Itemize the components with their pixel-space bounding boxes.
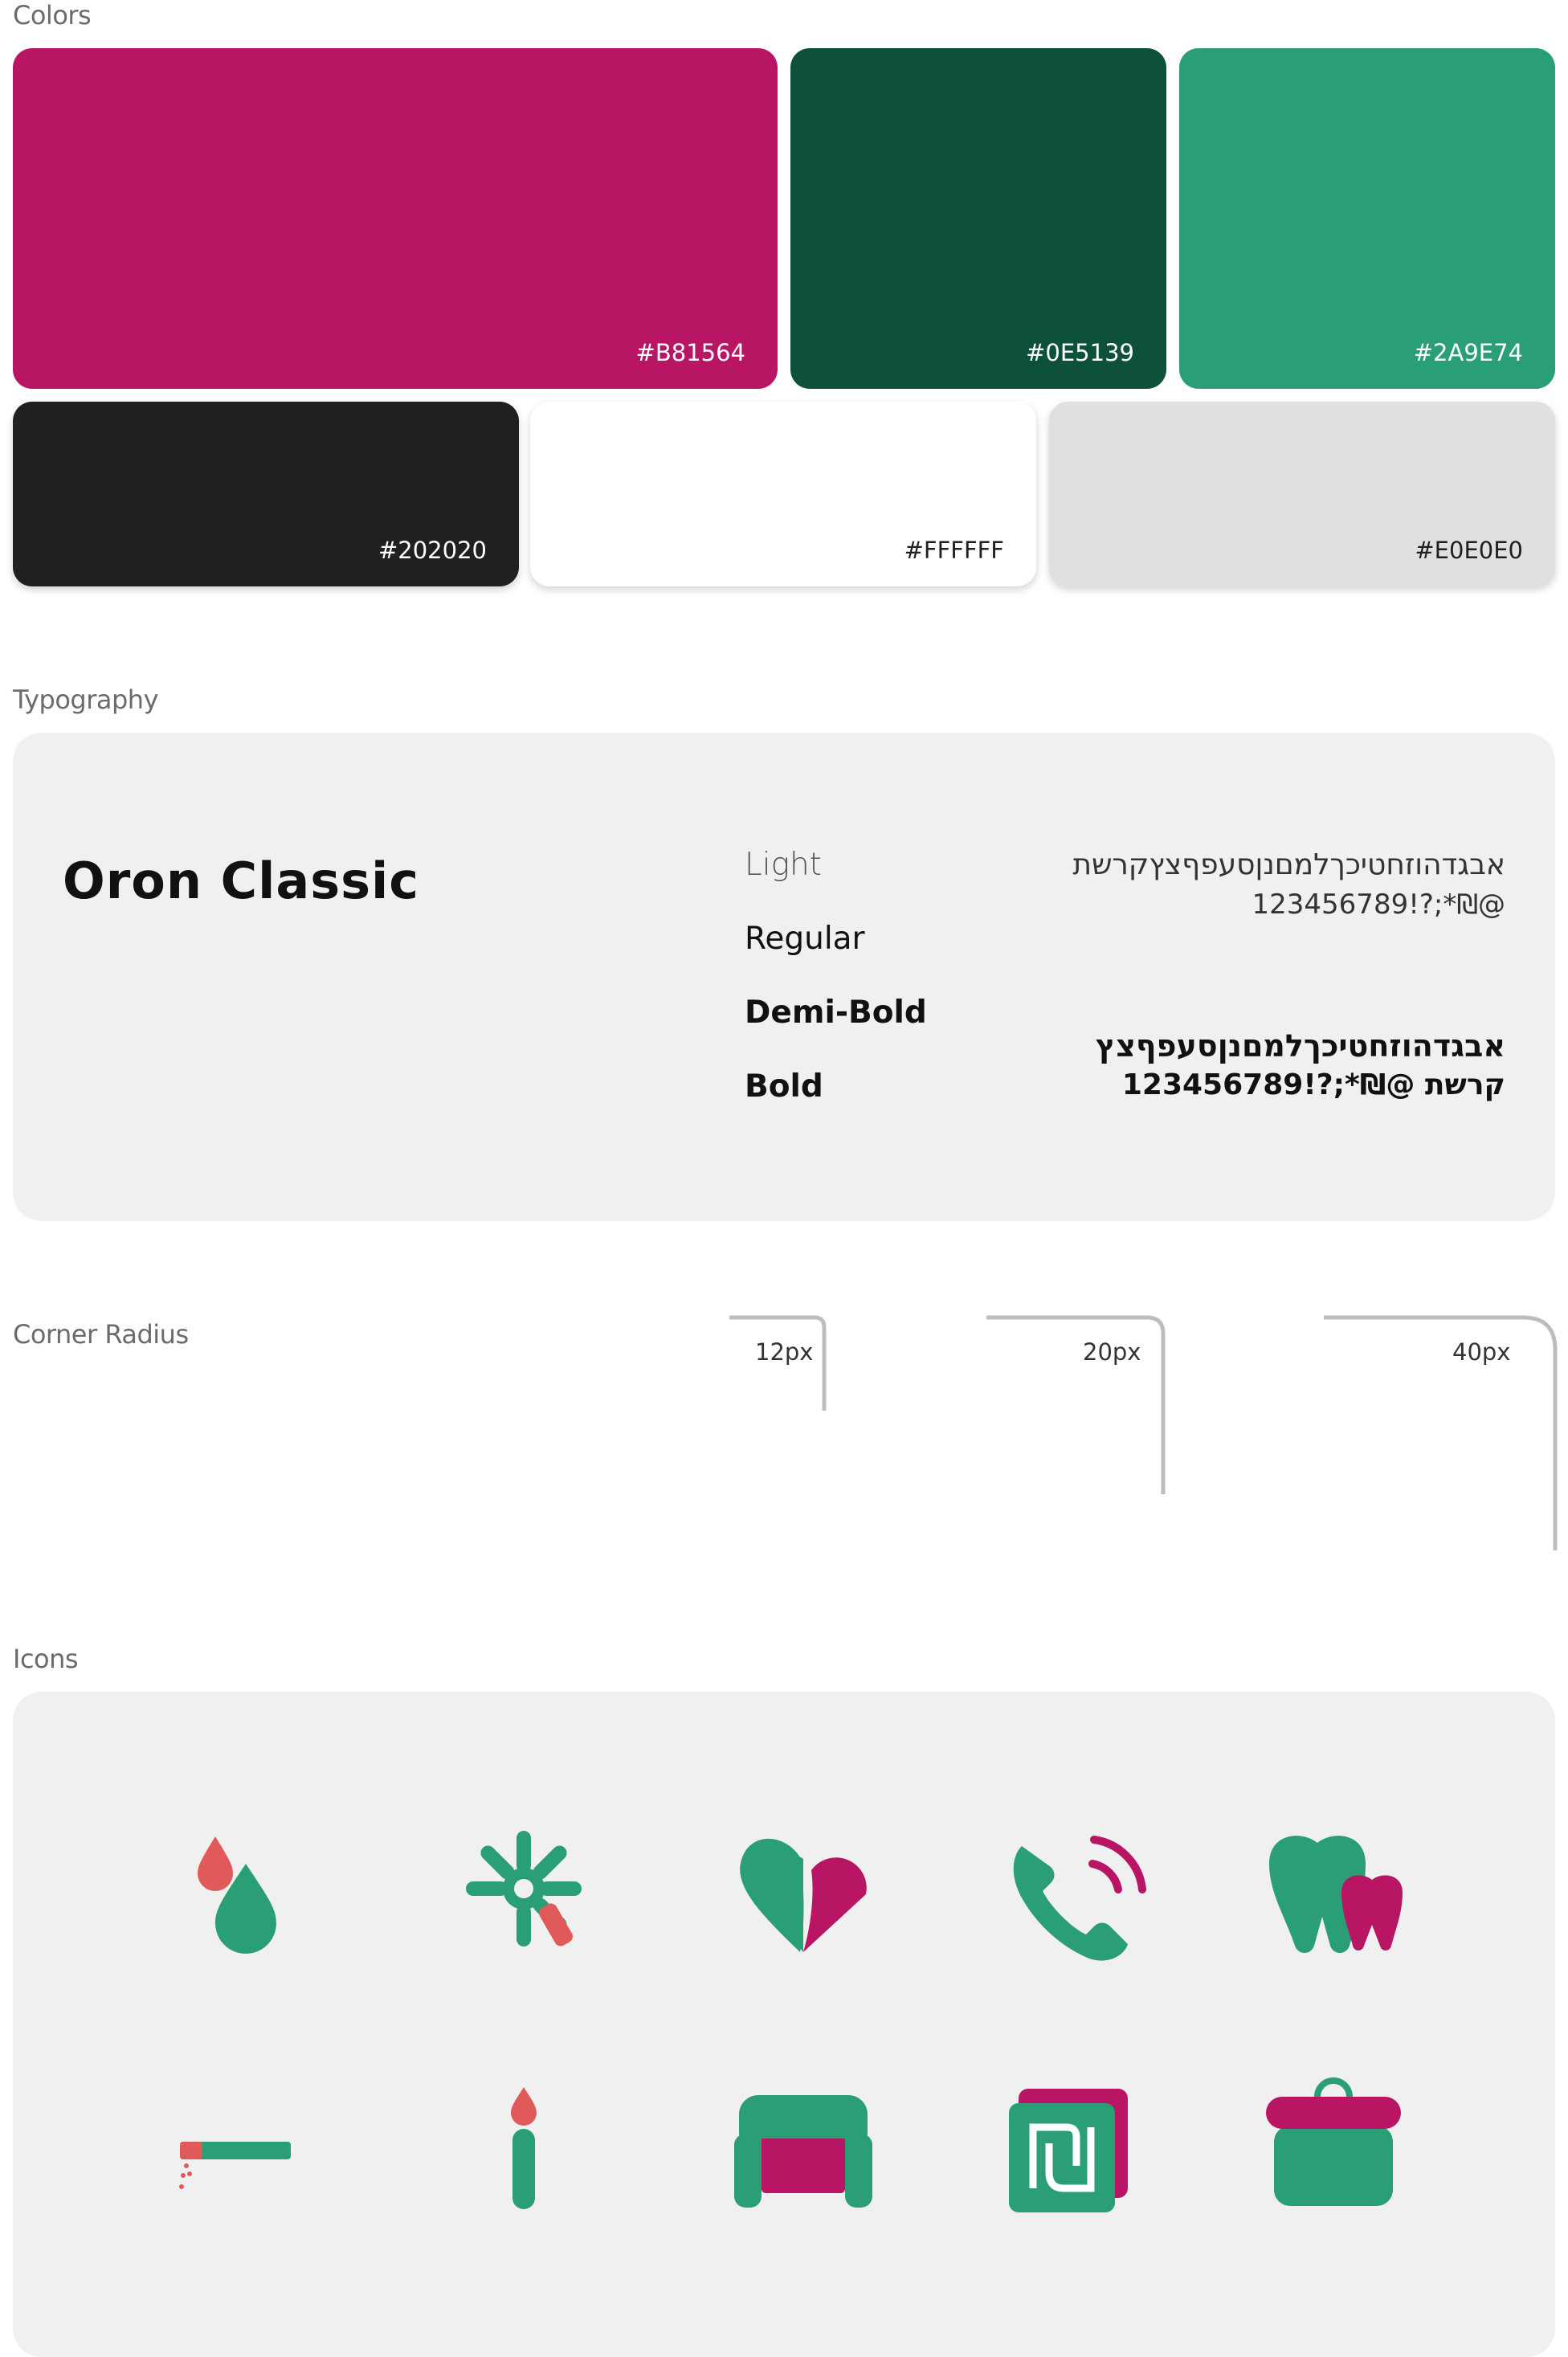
icons-heading: Icons xyxy=(13,1644,79,1674)
weight-light: Light xyxy=(745,847,822,883)
radius-12-label: 12px xyxy=(755,1338,814,1366)
armchair-icon xyxy=(734,2095,872,2208)
typography-heading: Typography xyxy=(13,684,158,715)
drops-icon xyxy=(198,1836,276,1954)
phone-icon xyxy=(1014,1840,1142,1961)
color-swatch-magenta xyxy=(13,48,778,389)
color-hex-label: #FFFFFF xyxy=(904,537,1004,564)
color-swatch-black xyxy=(13,402,519,586)
heart-icon xyxy=(740,1839,867,1952)
radius-40-label: 40px xyxy=(1452,1338,1511,1366)
colors-heading: Colors xyxy=(13,0,92,31)
typography-panel xyxy=(13,733,1555,1221)
color-hex-label: #202020 xyxy=(378,537,487,564)
basket-icon xyxy=(1266,2081,1401,2206)
color-swatch-dark-green xyxy=(790,48,1166,389)
cigarette-icon xyxy=(179,2142,291,2189)
weight-bold: Bold xyxy=(745,1068,823,1105)
sample-bold-line1: אבגדהוזחטיכךלמםנןסעפףצץ xyxy=(1095,1028,1505,1064)
weight-regular: Regular xyxy=(745,921,865,957)
candle-icon xyxy=(511,2087,537,2209)
shekel-icon xyxy=(1009,2089,1128,2212)
color-swatch-green xyxy=(1179,48,1555,389)
color-hex-label: #E0E0E0 xyxy=(1415,537,1523,564)
weight-demibold: Demi-Bold xyxy=(745,995,927,1031)
corner-radius-heading: Corner Radius xyxy=(13,1319,189,1350)
flower-eraser-icon xyxy=(466,1831,582,1948)
sample-bold-line2: קרשת @₪*;?!123456789 xyxy=(1121,1068,1505,1101)
color-hex-label: #2A9E74 xyxy=(1413,339,1523,366)
icons-grid xyxy=(0,1692,1568,2357)
font-name: Oron Classic xyxy=(63,852,420,910)
radius-20-label: 20px xyxy=(1083,1338,1141,1366)
sample-light-line2: 123456789!?;*₪@ xyxy=(1252,888,1505,921)
radius-40-corner xyxy=(1324,1317,1555,1550)
color-hex-label: #B81564 xyxy=(635,339,745,366)
sample-light-line1: אבגדהוזחטיכךלמםנןסעפףצץקרשת xyxy=(1072,848,1505,881)
color-hex-label: #0E5139 xyxy=(1026,339,1134,366)
teeth-icon xyxy=(1269,1836,1403,1953)
color-swatch-light-gray xyxy=(1049,402,1555,586)
color-swatch-white xyxy=(530,402,1036,586)
